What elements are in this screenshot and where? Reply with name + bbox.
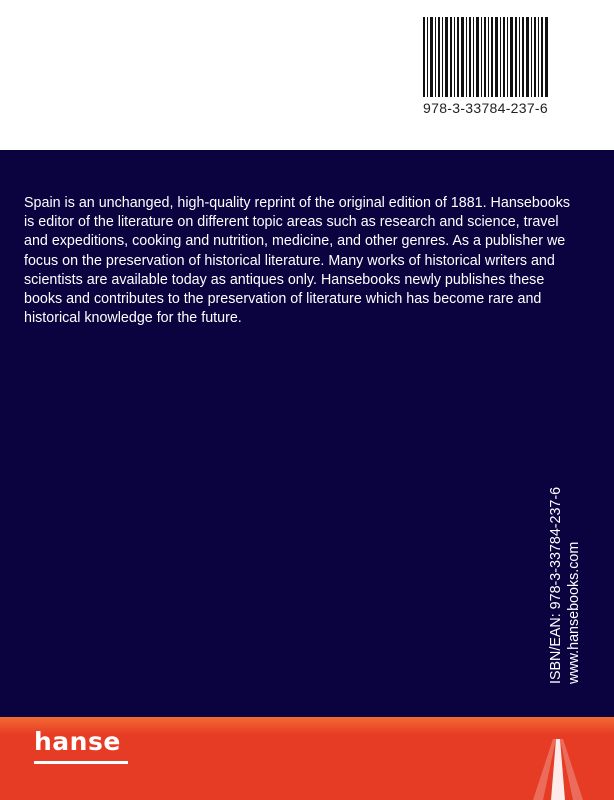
isbn-line: ISBN/EAN: 978-3-33784-237-6 bbox=[548, 486, 564, 684]
barcode-area bbox=[0, 0, 614, 150]
barcode bbox=[423, 17, 548, 97]
footer-band bbox=[0, 717, 614, 800]
back-cover-panel bbox=[0, 150, 614, 717]
logo-underline bbox=[34, 761, 128, 764]
website-line: www.hansebooks.com bbox=[566, 541, 582, 684]
barcode-number: 978-3-33784-237-6 bbox=[423, 100, 548, 116]
book-description: Spain is an unchanged, high-quality reprint of the original edition of 1881. Hansebooks is editor of the literature on different topic areas such as research and science, travel and expeditions, cooking and nutrition, medicine, and other genres. As a publisher we focus on the preservation of historical literature. Many works of historical writers and scientists are available today as antiques only. Hansebooks newly publishes these books and contributes to the preservation of literature which has become rare and historical knowledge for the future. bbox=[24, 195, 571, 327]
hanse-logo: hanse bbox=[34, 727, 121, 756]
vertical-info bbox=[547, 487, 583, 684]
lighthouse-beam-icon bbox=[533, 717, 583, 800]
